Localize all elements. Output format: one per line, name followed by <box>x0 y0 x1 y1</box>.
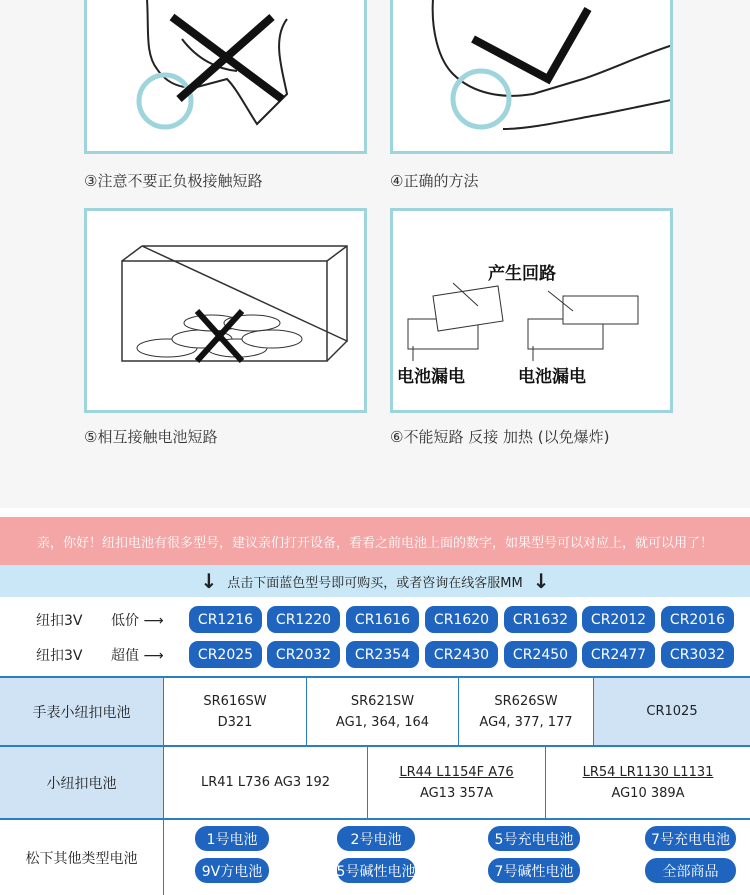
hand-battery-wrong-illustration <box>87 0 367 154</box>
cell-line1: LR41 L736 AG3 192 <box>200 775 331 790</box>
watch-cell-sr626sw[interactable] <box>459 678 593 745</box>
model-button-cr2016[interactable]: CR2016 <box>661 606 734 633</box>
panel-no-short <box>390 208 673 413</box>
label-circuit: 产生回路 <box>488 264 556 284</box>
notice-banner <box>0 517 750 565</box>
row-label-panasonic: 松下其他类型电池 <box>0 820 163 895</box>
watch-cell-sr616sw[interactable] <box>164 678 306 745</box>
small-cell-lr41[interactable] <box>164 747 367 818</box>
cell-line1: SR621SW <box>350 693 415 709</box>
cell-line1: LR44 L1154F A76 <box>399 764 514 780</box>
model-button-cr2477[interactable]: CR2477 <box>582 641 655 668</box>
cell-line1: CR1025 <box>646 704 698 719</box>
row-sublabel: 超值 ⟶ <box>111 648 164 664</box>
cell-line2: AG13 357A <box>419 785 494 801</box>
model-button-cr2354[interactable]: CR2354 <box>346 641 419 668</box>
model-button-cr2450[interactable]: CR2450 <box>504 641 577 668</box>
product-button-c-cell[interactable]: 2号电池 <box>337 826 415 851</box>
cell-line1: SR626SW <box>494 693 558 709</box>
product-button-aaa-alkaline[interactable]: 7号碱性电池 <box>488 858 580 883</box>
label-leak-left: 电池漏电 <box>397 367 465 387</box>
model-button-cr1220[interactable]: CR1220 <box>267 606 340 633</box>
product-button-d-cell[interactable]: 1号电池 <box>195 826 269 851</box>
model-button-cr1632[interactable]: CR1632 <box>504 606 577 633</box>
cell-line2: AG10 389A <box>611 785 685 801</box>
caption-5: ⑤相互接触电池短路 <box>84 428 218 446</box>
down-arrow-icon: ↓ <box>200 569 218 593</box>
product-button-aaa-rechargeable[interactable]: 7号充电电池 <box>645 826 736 851</box>
product-button-aa-rechargeable[interactable]: 5号充电电池 <box>488 826 580 851</box>
down-arrow-icon: ↓ <box>532 569 550 593</box>
model-button-cr1620[interactable]: CR1620 <box>425 606 498 633</box>
banner-text: 亲，你好！纽扣电池有很多型号，建议亲们打开设备，看看之前电池上面的数字，如果型号可以对应上，就可以用了！ <box>36 535 713 551</box>
cell-line2: D321 <box>217 714 253 730</box>
panel-wrong-contact <box>84 0 367 154</box>
row-sublabel: 低价 ⟶ <box>111 613 164 629</box>
cell-line2: AG4, 377, 177 <box>479 714 573 730</box>
instruction-text: 点击下面蓝色型号即可购买，或者咨询在线客服MM <box>227 575 523 591</box>
panel-mutual-contact <box>84 208 367 413</box>
row-label: 纽扣3V <box>36 648 83 664</box>
hand-battery-correct-illustration <box>393 0 673 154</box>
model-button-cr2032[interactable]: CR2032 <box>267 641 340 668</box>
box-of-batteries-illustration <box>87 211 367 413</box>
row-label-small: 小纽扣电池 <box>0 747 163 818</box>
caption-6: ⑥不能短路 反接 加热 (以免爆炸) <box>390 428 610 446</box>
small-cell-lr44[interactable] <box>368 747 545 818</box>
panel-correct-method <box>390 0 673 154</box>
product-button-aa-alkaline[interactable]: 5号碱性电池 <box>337 858 415 883</box>
row-label: 纽扣3V <box>36 613 83 629</box>
model-button-cr1216[interactable]: CR1216 <box>189 606 262 633</box>
model-button-cr2025[interactable]: CR2025 <box>189 641 262 668</box>
cell-line1: SR616SW <box>203 693 267 709</box>
row-label-watch: 手表小纽扣电池 <box>0 678 163 745</box>
product-button-9v[interactable]: 9V方电池 <box>195 858 269 883</box>
label-leak-right: 电池漏电 <box>518 367 586 387</box>
cell-line1: LR54 LR1130 L1131 <box>582 764 714 780</box>
cell-line2: AG1, 364, 164 <box>335 714 430 730</box>
small-cell-lr54[interactable] <box>546 747 750 818</box>
divider <box>163 820 164 895</box>
caption-4: ④正确的方法 <box>390 172 479 190</box>
watch-cell-sr621sw[interactable] <box>307 678 458 745</box>
model-button-cr2012[interactable]: CR2012 <box>582 606 655 633</box>
model-button-cr3032[interactable]: CR3032 <box>661 641 734 668</box>
model-button-cr1616[interactable]: CR1616 <box>346 606 419 633</box>
model-button-cr2430[interactable]: CR2430 <box>425 641 498 668</box>
caption-3: ③注意不要正负极接触短路 <box>84 172 263 190</box>
product-button-all[interactable]: 全部商品 <box>645 858 736 883</box>
instruction-bar <box>0 565 750 597</box>
watch-cell-cr1025[interactable] <box>594 678 750 745</box>
